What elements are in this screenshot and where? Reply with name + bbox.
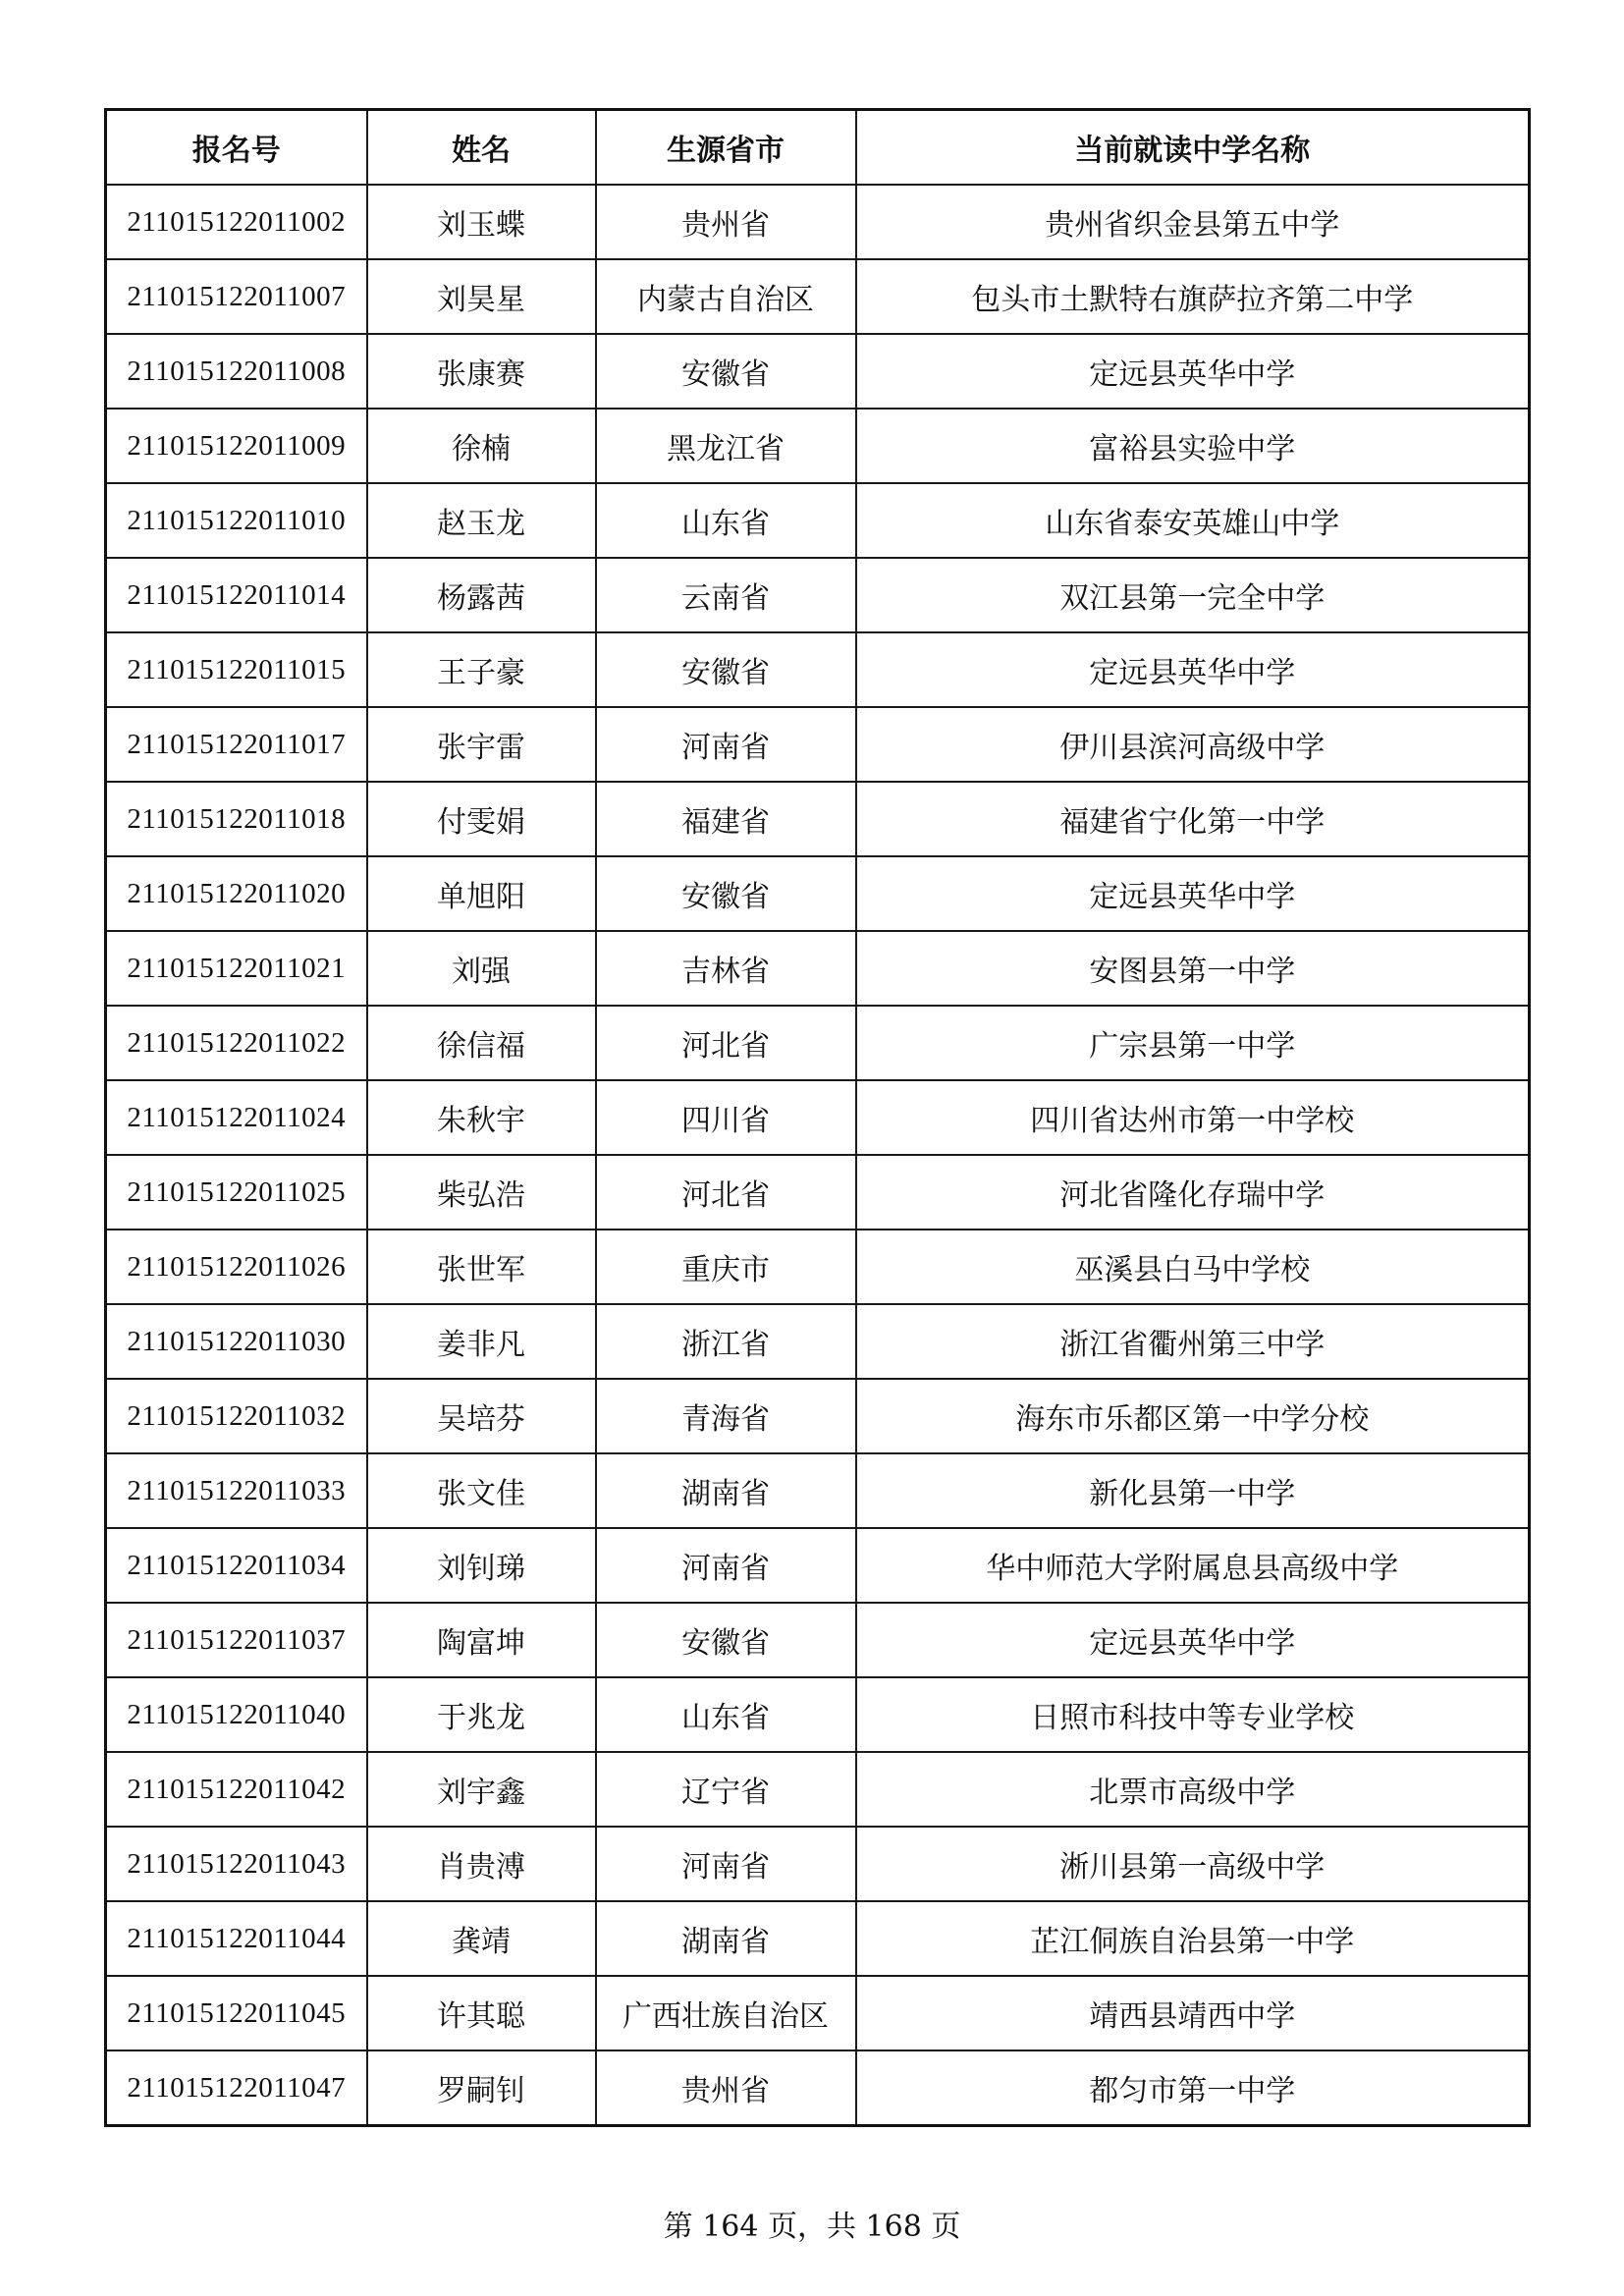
cell-province: 湖南省 xyxy=(596,1901,856,1976)
cell-province: 安徽省 xyxy=(596,334,856,409)
cell-registration-number: 211015122011009 xyxy=(106,409,367,483)
cell-registration-number: 211015122011034 xyxy=(106,1528,367,1603)
cell-registration-number: 211015122011037 xyxy=(106,1603,367,1677)
cell-school: 海东市乐都区第一中学分校 xyxy=(856,1379,1530,1453)
cell-school: 定远县英华中学 xyxy=(856,632,1530,707)
table-row xyxy=(106,1827,1530,1901)
cell-province: 河南省 xyxy=(596,1827,856,1901)
cell-school: 河北省隆化存瑞中学 xyxy=(856,1155,1530,1230)
table-row xyxy=(106,1080,1530,1155)
cell-registration-number: 211015122011024 xyxy=(106,1080,367,1155)
cell-name: 刘宇鑫 xyxy=(367,1752,596,1827)
table-row xyxy=(106,856,1530,931)
cell-registration-number: 211015122011044 xyxy=(106,1901,367,1976)
cell-name: 刘钊珶 xyxy=(367,1528,596,1603)
cell-registration-number: 211015122011014 xyxy=(106,558,367,632)
cell-name: 许其聪 xyxy=(367,1976,596,2050)
table-row xyxy=(106,1752,1530,1827)
cell-province: 黑龙江省 xyxy=(596,409,856,483)
cell-name: 徐信福 xyxy=(367,1006,596,1080)
cell-registration-number: 211015122011033 xyxy=(106,1453,367,1528)
cell-registration-number: 211015122011015 xyxy=(106,632,367,707)
cell-school: 巫溪县白马中学校 xyxy=(856,1230,1530,1304)
cell-name: 张康赛 xyxy=(367,334,596,409)
cell-school: 贵州省织金县第五中学 xyxy=(856,185,1530,259)
cell-province: 安徽省 xyxy=(596,632,856,707)
cell-province: 四川省 xyxy=(596,1080,856,1155)
table-row xyxy=(106,1453,1530,1528)
cell-province: 重庆市 xyxy=(596,1230,856,1304)
table-row xyxy=(106,782,1530,856)
cell-school: 定远县英华中学 xyxy=(856,334,1530,409)
cell-name: 朱秋宇 xyxy=(367,1080,596,1155)
cell-province: 河南省 xyxy=(596,1528,856,1603)
cell-province: 安徽省 xyxy=(596,856,856,931)
cell-registration-number: 211015122011042 xyxy=(106,1752,367,1827)
cell-school: 北票市高级中学 xyxy=(856,1752,1530,1827)
cell-registration-number: 211015122011017 xyxy=(106,707,367,782)
cell-name: 罗嗣钊 xyxy=(367,2050,596,2126)
header-name: 姓名 xyxy=(367,110,596,186)
cell-registration-number: 211015122011032 xyxy=(106,1379,367,1453)
table-row xyxy=(106,185,1530,259)
cell-registration-number: 211015122011026 xyxy=(106,1230,367,1304)
cell-name: 刘昊星 xyxy=(367,259,596,334)
cell-name: 赵玉龙 xyxy=(367,483,596,558)
cell-name: 张世军 xyxy=(367,1230,596,1304)
cell-registration-number: 211015122011043 xyxy=(106,1827,367,1901)
cell-school: 安图县第一中学 xyxy=(856,931,1530,1006)
cell-school: 淅川县第一高级中学 xyxy=(856,1827,1530,1901)
page-footer: 第 164 页，共 168 页 xyxy=(663,2210,961,2244)
cell-school: 新化县第一中学 xyxy=(856,1453,1530,1528)
cell-school: 定远县英华中学 xyxy=(856,1603,1530,1677)
cell-school: 芷江侗族自治县第一中学 xyxy=(856,1901,1530,1976)
cell-province: 河北省 xyxy=(596,1006,856,1080)
table-row xyxy=(106,1528,1530,1603)
cell-registration-number: 211015122011045 xyxy=(106,1976,367,2050)
cell-registration-number: 211015122011018 xyxy=(106,782,367,856)
cell-registration-number: 211015122011040 xyxy=(106,1677,367,1752)
table-row xyxy=(106,1901,1530,1976)
cell-province: 安徽省 xyxy=(596,1603,856,1677)
table-row xyxy=(106,558,1530,632)
cell-registration-number: 211015122011008 xyxy=(106,334,367,409)
table-row xyxy=(106,1379,1530,1453)
table-row xyxy=(106,2050,1530,2126)
cell-name: 徐楠 xyxy=(367,409,596,483)
cell-school: 广宗县第一中学 xyxy=(856,1006,1530,1080)
cell-registration-number: 211015122011010 xyxy=(106,483,367,558)
table-row xyxy=(106,931,1530,1006)
cell-school: 浙江省衢州第三中学 xyxy=(856,1304,1530,1379)
cell-name: 肖贵溥 xyxy=(367,1827,596,1901)
cell-school: 都匀市第一中学 xyxy=(856,2050,1530,2126)
cell-province: 吉林省 xyxy=(596,931,856,1006)
cell-province: 广西壮族自治区 xyxy=(596,1976,856,2050)
table-row xyxy=(106,1677,1530,1752)
cell-registration-number: 211015122011022 xyxy=(106,1006,367,1080)
cell-school: 包头市土默特右旗萨拉齐第二中学 xyxy=(856,259,1530,334)
cell-registration-number: 211015122011021 xyxy=(106,931,367,1006)
cell-name: 陶富坤 xyxy=(367,1603,596,1677)
table-body xyxy=(106,185,1530,2126)
cell-school: 华中师范大学附属息县高级中学 xyxy=(856,1528,1530,1603)
cell-registration-number: 211015122011047 xyxy=(106,2050,367,2126)
table-header xyxy=(106,110,1530,186)
cell-name: 张文佳 xyxy=(367,1453,596,1528)
cell-name: 姜非凡 xyxy=(367,1304,596,1379)
header-school: 当前就读中学名称 xyxy=(856,110,1530,186)
cell-school: 伊川县滨河高级中学 xyxy=(856,707,1530,782)
cell-province: 贵州省 xyxy=(596,2050,856,2126)
cell-province: 河北省 xyxy=(596,1155,856,1230)
roster-table xyxy=(104,108,1531,2127)
cell-name: 杨露茜 xyxy=(367,558,596,632)
table-row xyxy=(106,334,1530,409)
table-row xyxy=(106,259,1530,334)
cell-registration-number: 211015122011025 xyxy=(106,1155,367,1230)
cell-province: 辽宁省 xyxy=(596,1752,856,1827)
cell-name: 柴弘浩 xyxy=(367,1155,596,1230)
cell-registration-number: 211015122011030 xyxy=(106,1304,367,1379)
table-row xyxy=(106,1976,1530,2050)
table-row xyxy=(106,1603,1530,1677)
cell-province: 内蒙古自治区 xyxy=(596,259,856,334)
cell-school: 定远县英华中学 xyxy=(856,856,1530,931)
cell-school: 靖西县靖西中学 xyxy=(856,1976,1530,2050)
cell-school: 山东省泰安英雄山中学 xyxy=(856,483,1530,558)
cell-name: 于兆龙 xyxy=(367,1677,596,1752)
cell-registration-number: 211015122011020 xyxy=(106,856,367,931)
table-row xyxy=(106,1304,1530,1379)
cell-school: 日照市科技中等专业学校 xyxy=(856,1677,1530,1752)
cell-registration-number: 211015122011002 xyxy=(106,185,367,259)
cell-province: 福建省 xyxy=(596,782,856,856)
header-province: 生源省市 xyxy=(596,110,856,186)
table-row xyxy=(106,483,1530,558)
cell-school: 福建省宁化第一中学 xyxy=(856,782,1530,856)
cell-province: 河南省 xyxy=(596,707,856,782)
cell-name: 吴培芬 xyxy=(367,1379,596,1453)
table-row xyxy=(106,1155,1530,1230)
cell-school: 富裕县实验中学 xyxy=(856,409,1530,483)
table-row xyxy=(106,1230,1530,1304)
cell-province: 湖南省 xyxy=(596,1453,856,1528)
table-row xyxy=(106,409,1530,483)
cell-name: 刘强 xyxy=(367,931,596,1006)
cell-name: 龚靖 xyxy=(367,1901,596,1976)
cell-name: 张宇雷 xyxy=(367,707,596,782)
cell-province: 贵州省 xyxy=(596,185,856,259)
cell-name: 付雯娟 xyxy=(367,782,596,856)
table-row xyxy=(106,632,1530,707)
cell-name: 单旭阳 xyxy=(367,856,596,931)
cell-province: 青海省 xyxy=(596,1379,856,1453)
cell-province: 山东省 xyxy=(596,483,856,558)
cell-province: 云南省 xyxy=(596,558,856,632)
roster-sheet xyxy=(104,108,1528,2127)
cell-registration-number: 211015122011007 xyxy=(106,259,367,334)
cell-name: 刘玉蝶 xyxy=(367,185,596,259)
table-row xyxy=(106,707,1530,782)
cell-name: 王子豪 xyxy=(367,632,596,707)
cell-province: 山东省 xyxy=(596,1677,856,1752)
cell-province: 浙江省 xyxy=(596,1304,856,1379)
cell-school: 四川省达州市第一中学校 xyxy=(856,1080,1530,1155)
table-row xyxy=(106,1006,1530,1080)
cell-school: 双江县第一完全中学 xyxy=(856,558,1530,632)
header-row xyxy=(106,110,1530,186)
header-registration-number: 报名号 xyxy=(106,110,367,186)
